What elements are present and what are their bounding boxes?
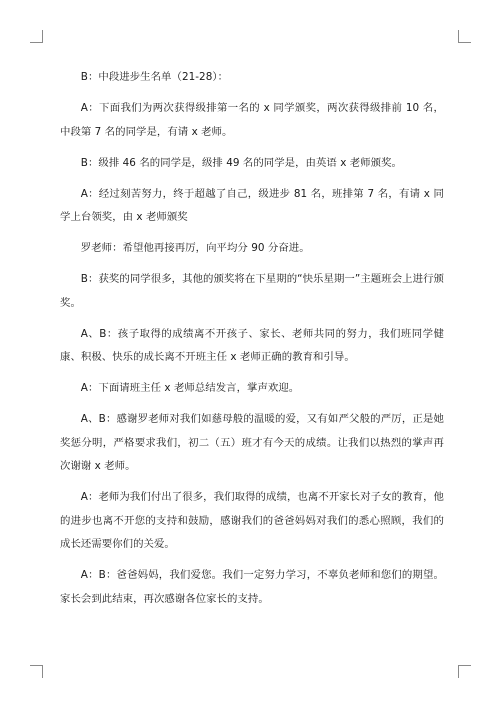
document-body bbox=[60, 66, 444, 619]
paragraph-5: 罗老师：希望他再接再厉，向平均分 90 分奋进。 bbox=[80, 242, 310, 254]
crop-mark-top-right bbox=[458, 30, 471, 43]
paragraph-4: A：经过刻苦努力，终于超越了自己，级进步 81 名，班排第 7 名，有请 x 同学上台领奖，由 x 老师颁奖 bbox=[60, 187, 444, 223]
paragraph-3: B：级排 46 名的同学是，级排 49 名的同学是，由英语 x 老师颁奖。 bbox=[80, 156, 402, 169]
paragraph-8: A：下面请班主任 x 老师总结发言，掌声欢迎。 bbox=[80, 382, 300, 394]
paragraph-10: A：老师为我们付出了很多，我们取得的成绩，也离不开家长对子女的教育，他的进步也离不开您的支持和鼓励，感谢我们的爸爸妈妈对我们的悉心照顾，我们的成长还需要你们的关爱。 bbox=[60, 491, 444, 550]
paragraph-9: A、B：感谢罗老师对我们如慈母般的温暖的爱，又有如严父般的严厉，正是她奖惩分明，严格要求我们，初二（五）班才有今天的成绩。让我们以热烈的掌声再次谢谢 x 老师。 bbox=[60, 413, 444, 472]
paragraph-1: B：中段进步生名单（21-28）： bbox=[80, 71, 229, 83]
crop-mark-bottom-right bbox=[458, 665, 471, 678]
crop-mark-bottom-left bbox=[30, 665, 43, 678]
crop-mark-top-left bbox=[30, 30, 43, 43]
paragraph-2: A：下面我们为两次获得级排第一名的 x 同学颁奖，两次获得级排前 10 名，中段第 7 名的同学是，有请 x 老师。 bbox=[60, 102, 444, 138]
paragraph-7: A、B：孩子取得的成绩离不开孩子、家长、老师共同的努力，我们班同学健康、积极、快乐的成长离不开班主任 x 老师正确的教育和引导。 bbox=[60, 327, 444, 363]
paragraph-6: B：获奖的同学很多，其他的颁奖将在下星期的“快乐星期一”主题班会上进行颁奖。 bbox=[60, 273, 444, 309]
paragraph-11: A：B：爸爸妈妈，我们爱您。我们一定努力学习，不辜负老师和您们的期望。家长会到此结束，再次感谢各位家长的支持。 bbox=[60, 569, 444, 605]
